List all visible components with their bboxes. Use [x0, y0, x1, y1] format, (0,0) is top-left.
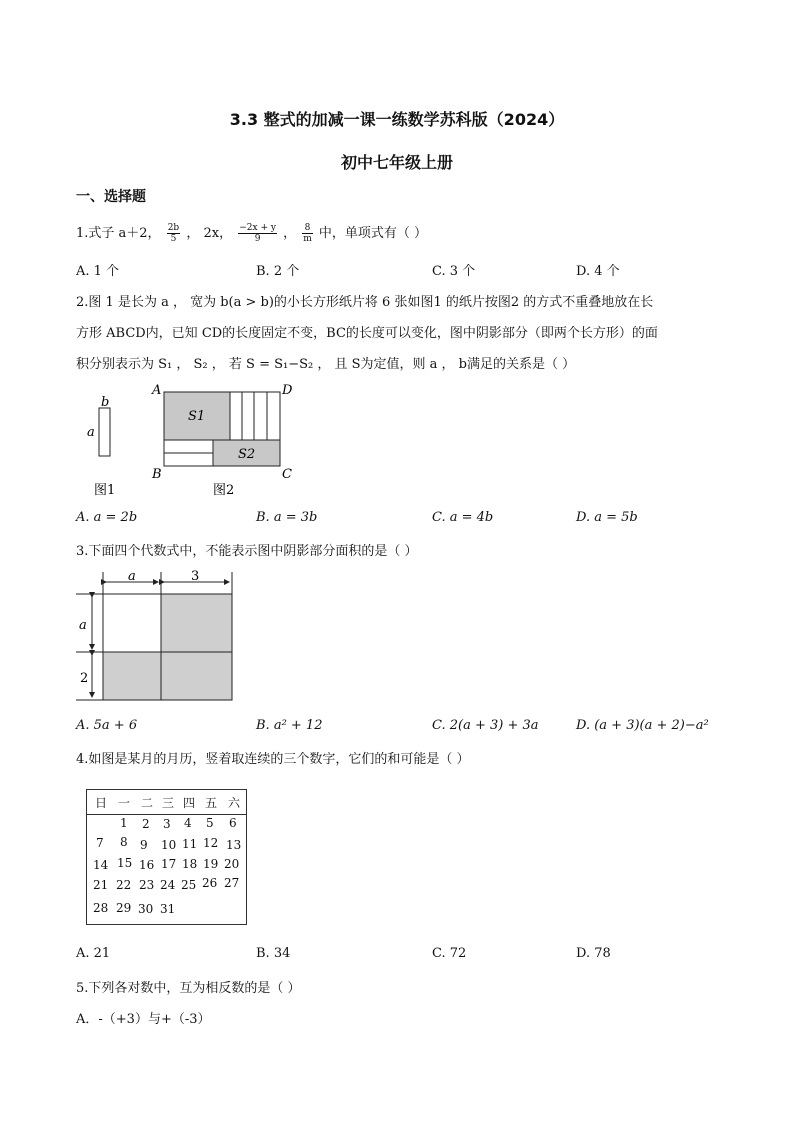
q1-fraction-3: $\frac{8}{m}$	[303, 223, 312, 244]
calendar-day: 18	[182, 857, 198, 871]
calendar-day: 13	[226, 838, 242, 852]
calendar-day: 4	[184, 816, 192, 830]
q3-shaded-top-right	[161, 594, 232, 652]
calendar-day: 21	[93, 878, 109, 892]
q2-figures	[80, 378, 310, 500]
calendar-day: 30	[138, 902, 154, 916]
q1-option-b[interactable]: B. 2 个	[256, 264, 300, 279]
q1-text-after: 中，单项式有（ ）	[318, 226, 428, 241]
q4-option-d[interactable]: D. 78	[576, 946, 611, 961]
calendar-day: 5	[206, 816, 214, 830]
document-subtitle: 初中七年级上册	[340, 153, 453, 172]
fig2-label-a: A	[152, 383, 162, 398]
q3-option-a[interactable]: A. 5a + 6	[76, 718, 138, 733]
q1-text-mid1: ， 2x，	[186, 226, 233, 241]
q1-fraction-2: $\frac{-2x + y}{9}$	[239, 223, 276, 244]
q4-option-c[interactable]: C. 72	[432, 946, 467, 961]
calendar-day: 16	[139, 858, 155, 872]
calendar-day: 9	[140, 838, 148, 852]
fig2-label-c: C	[282, 467, 292, 482]
q3-label-3: 3	[191, 569, 200, 584]
weekday-thu: 四	[183, 796, 196, 810]
calendar	[86, 789, 247, 925]
q3-shaded-bottom	[103, 652, 232, 700]
calendar-day: 6	[229, 816, 237, 830]
fig2-label-s2: S2	[238, 447, 256, 462]
calendar-day: 17	[161, 857, 177, 871]
calendar-day: 2	[142, 817, 150, 831]
fig1-label-a: a	[87, 425, 95, 440]
calendar-day: 31	[160, 902, 176, 916]
fig1-caption: 图1	[94, 483, 116, 498]
q1-option-a[interactable]: A. 1 个	[76, 264, 120, 279]
q3-option-c[interactable]: C. 2(a + 3) + 3a	[432, 718, 539, 733]
document-title: 3.3 整式的加减一课一练数学苏科版（2024）	[229, 110, 565, 129]
calendar-day: 29	[116, 901, 132, 915]
q1-fraction-1: $\frac{2b}{5}$	[167, 223, 180, 244]
q5-text: 5.下列各对数中，互为相反数的是（ ）	[76, 981, 301, 996]
calendar-day: 25	[181, 878, 197, 892]
q1-text-mid2: ，	[283, 226, 297, 241]
q3-option-d[interactable]: D. (a + 3)(a + 2)−a²	[576, 718, 709, 733]
calendar-day: 23	[139, 878, 155, 892]
weekday-tue: 二	[141, 796, 154, 810]
calendar-day: 3	[163, 817, 171, 831]
weekday-fri: 五	[205, 796, 218, 810]
calendar-day: 11	[182, 837, 198, 851]
q2-option-d[interactable]: D. a = 5b	[576, 510, 638, 525]
q5-option-a[interactable]: A．-（+3）与+（-3）	[76, 1012, 211, 1027]
weekday-sat: 六	[228, 796, 241, 810]
q2-option-a[interactable]: A. a = 2b	[76, 510, 138, 525]
q2-line-1: 2.图 1 是长为 a ， 宽为 b(a > b)的小长方形纸片将 6 张如图1 的纸片按图2 的方式不重叠地放在长	[76, 295, 654, 310]
q4-option-a[interactable]: A. 21	[76, 946, 111, 961]
q1-option-d[interactable]: D. 4 个	[576, 264, 620, 279]
q3-option-b[interactable]: B. a² + 12	[256, 718, 323, 733]
calendar-day: 15	[117, 856, 133, 870]
q2-option-c[interactable]: C. a = 4b	[432, 510, 494, 525]
calendar-day: 1	[120, 816, 128, 830]
calendar-day: 22	[116, 878, 132, 892]
question-1	[76, 222, 427, 244]
q1-option-c[interactable]: C. 3 个	[432, 264, 476, 279]
q3-text: 3.下面四个代数式中，不能表示图中阴影部分面积的是（ ）	[76, 544, 418, 559]
calendar-day: 7	[96, 836, 104, 850]
fig2-label-b: B	[152, 467, 162, 482]
calendar-day: 10	[161, 838, 177, 852]
q2-line-2: 方形 ABCD内，已知 CD的长度固定不变，BC的长度可以变化，图中阴影部分（即两个长方形）的面	[76, 326, 658, 341]
q2-option-b[interactable]: B. a = 3b	[256, 510, 318, 525]
q3-label-a-top: a	[128, 569, 136, 584]
calendar-day: 12	[203, 836, 219, 850]
weekday-wed: 三	[162, 796, 175, 810]
fig1-label-b: b	[101, 395, 110, 410]
q4-option-b[interactable]: B. 34	[256, 946, 291, 961]
fig2-label-s1: S1	[188, 409, 206, 424]
q3-label-a-left: a	[79, 618, 87, 633]
fig2-label-d: D	[282, 383, 293, 398]
q3-label-2: 2	[80, 671, 89, 686]
weekday-mon: 一	[118, 796, 131, 810]
q3-figure	[76, 568, 242, 704]
fig2-caption: 图2	[213, 483, 235, 498]
calendar-day: 19	[203, 857, 219, 871]
calendar-day: 27	[224, 876, 240, 890]
calendar-day: 28	[93, 901, 109, 915]
q2-line-3: 积分别表示为 S₁ ， S₂ ， 若 S = S₁−S₂ ， 且 S为定值，则 a ， b满足的关系是（ ）	[76, 357, 576, 372]
q1-text-before: 1.式子 a＋2，	[76, 226, 161, 241]
calendar-day: 26	[202, 876, 218, 890]
q4-text: 4.如图是某月的月历，竖着取连续的三个数字，它们的和可能是（ ）	[76, 752, 470, 767]
calendar-day: 24	[160, 878, 176, 892]
weekday-sun: 日	[95, 796, 108, 810]
calendar-day: 20	[224, 857, 240, 871]
calendar-header-divider	[87, 814, 246, 815]
fig1-rect	[99, 408, 110, 456]
calendar-day: 8	[120, 835, 128, 849]
calendar-day: 14	[93, 858, 109, 872]
section-heading: 一、选择题	[76, 189, 146, 205]
